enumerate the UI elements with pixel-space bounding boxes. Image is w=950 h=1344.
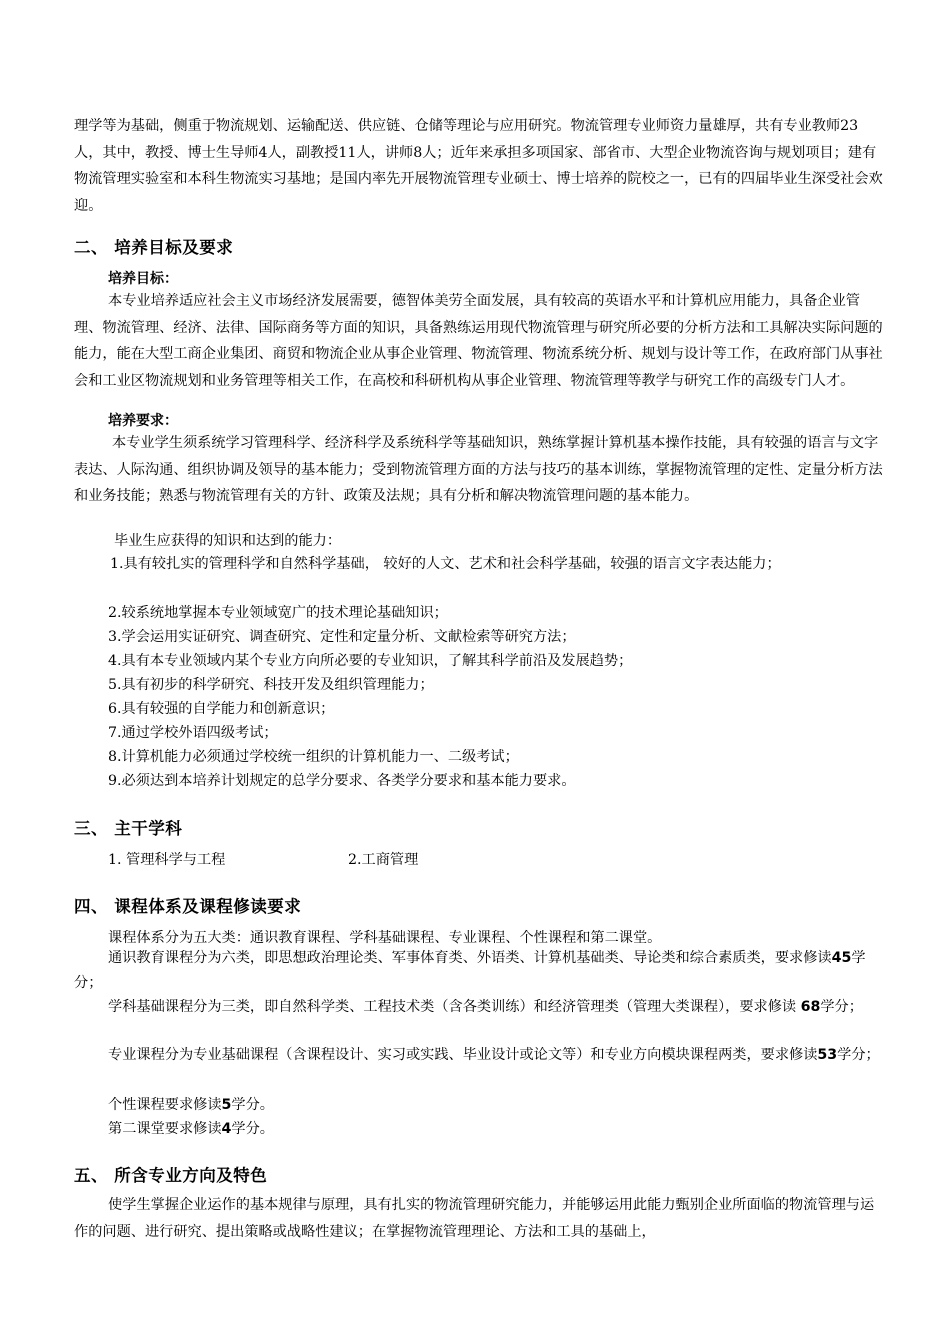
course-system-p2: 通识教育课程分为六类，即思想政治理论类、军事体育类、外语类、计算机基础类、导论类和综合素质类，要求修读45学分； <box>74 950 866 991</box>
goal-label: 培养目标： <box>108 271 178 287</box>
requirement-label: 培养要求： <box>108 413 178 429</box>
ability-item-9: 9.必须达到本培养计划规定的总学分要求、各类学分要求和基本能力要求。 <box>108 773 576 789</box>
ability-item-3: 3.学会运用实证研究、调查研究、定性和定量分析、文献检索等研究方法； <box>108 629 576 645</box>
section-heading-2: 二、 培养目标及要求 <box>74 238 234 257</box>
ability-item-7: 7.通过学校外语四级考试； <box>108 725 278 741</box>
direction-paragraph: 使学生掌握企业运作的基本规律与原理，具有扎实的物流管理研究能力，并能够运用此能力甄别企业所面临的物流管理与运作的问题、进行研究、提出策略或战略性建议；在掌握物流管理理论、方法和工具的基础上， <box>74 1197 875 1240</box>
section-heading-4: 四、 课程体系及课程修读要求 <box>74 897 302 916</box>
course-system-p1: 课程体系分为五大类：通识教育课程、学科基础课程、专业课程、个性课程和第二课堂。 <box>108 930 662 946</box>
course-system-p6: 第二课堂要求修读4学分。 <box>108 1121 274 1137</box>
ability-item-1: 1.具有较扎实的管理科学和自然科学基础， 较好的人文、艺术和社会科学基础，较强的语言文字表达能力； <box>110 556 781 572</box>
ability-item-8: 8.计算机能力必须通过学校统一组织的计算机能力一、二级考试； <box>108 749 519 765</box>
ability-item-4: 4.具有本专业领域内某个专业方向所必要的专业知识，了解其科学前沿及发展趋势； <box>108 653 633 669</box>
ability-item-2: 2.较系统地掌握本专业领域宽广的技术理论基础知识； <box>108 605 448 621</box>
subject-1: 1. 管理科学与工程 <box>108 852 226 868</box>
subject-2: 2.工商管理 <box>348 852 419 868</box>
ability-item-6: 6.具有较强的自学能力和创新意识； <box>108 701 335 717</box>
abilities-intro: 毕业生应获得的知识和达到的能力： <box>114 533 342 549</box>
course-system-p5: 个性课程要求修读5学分。 <box>108 1097 274 1113</box>
course-system-p3: 学科基础课程分为三类，即自然科学类、工程技术类（含各类训练）和经济管理类（管理大类课程），要求修读 68学分； <box>108 999 863 1015</box>
intro-paragraph: 理学等为基础，侧重于物流规划、运输配送、供应链、仓储等理论与应用研究。物流管理专业师资力量雄厚，共有专业教师23人，其中，教授、博士生导师4人，副教授11人，讲师8人；近年来承担多项国家、部省市、大型企业物流咨询与规划项目；建有物流管理实验室和本科生物流实习基地；是国内率先开展物流管理专业硕士、博士培养的院校之一，已有的四届毕业生深受社会欢迎。 <box>74 118 883 214</box>
section-heading-3: 三、 主干学科 <box>74 819 183 838</box>
requirement-paragraph: 本专业学生须系统学习管理科学、经济科学及系统科学等基础知识，熟练掌握计算机基本操作技能，具有较强的语言与文字表达、人际沟通、组织协调及领导的基本能力；受到物流管理方面的方法与技巧的基本训练，掌握物流管理的定性、定量分析方法和业务技能；熟悉与物流管理有关的方针、政策及法规；具有分析和解决物流管理问题的基本能力。 <box>74 435 883 504</box>
section-heading-5: 五、 所含专业方向及特色 <box>74 1166 268 1185</box>
goal-paragraph: 本专业培养适应社会主义市场经济发展需要，德智体美劳全面发展，具有较高的英语水平和计算机应用能力，具备企业管理、物流管理、经济、法律、国际商务等方面的知识，具备熟练运用现代物流管理与研究所必要的分析方法和工具解决实际问题的能力，能在大型工商企业集团、商贸和物流企业从事企业管理、物流管理、物流系统分析、规划与设计等工作，在政府部门从事社会和工业区物流规划和业务管理等相关工作，在高校和科研机构从事企业管理、物流管理等教学与研究工作的高级专门人才。 <box>74 293 883 389</box>
ability-item-5: 5.具有初步的科学研究、科技开发及组织管理能力； <box>108 677 434 693</box>
course-system-p4: 专业课程分为专业基础课程（含课程设计、实习或实践、毕业设计或论文等）和专业方向模块课程两类，要求修读53学分； <box>108 1047 880 1063</box>
